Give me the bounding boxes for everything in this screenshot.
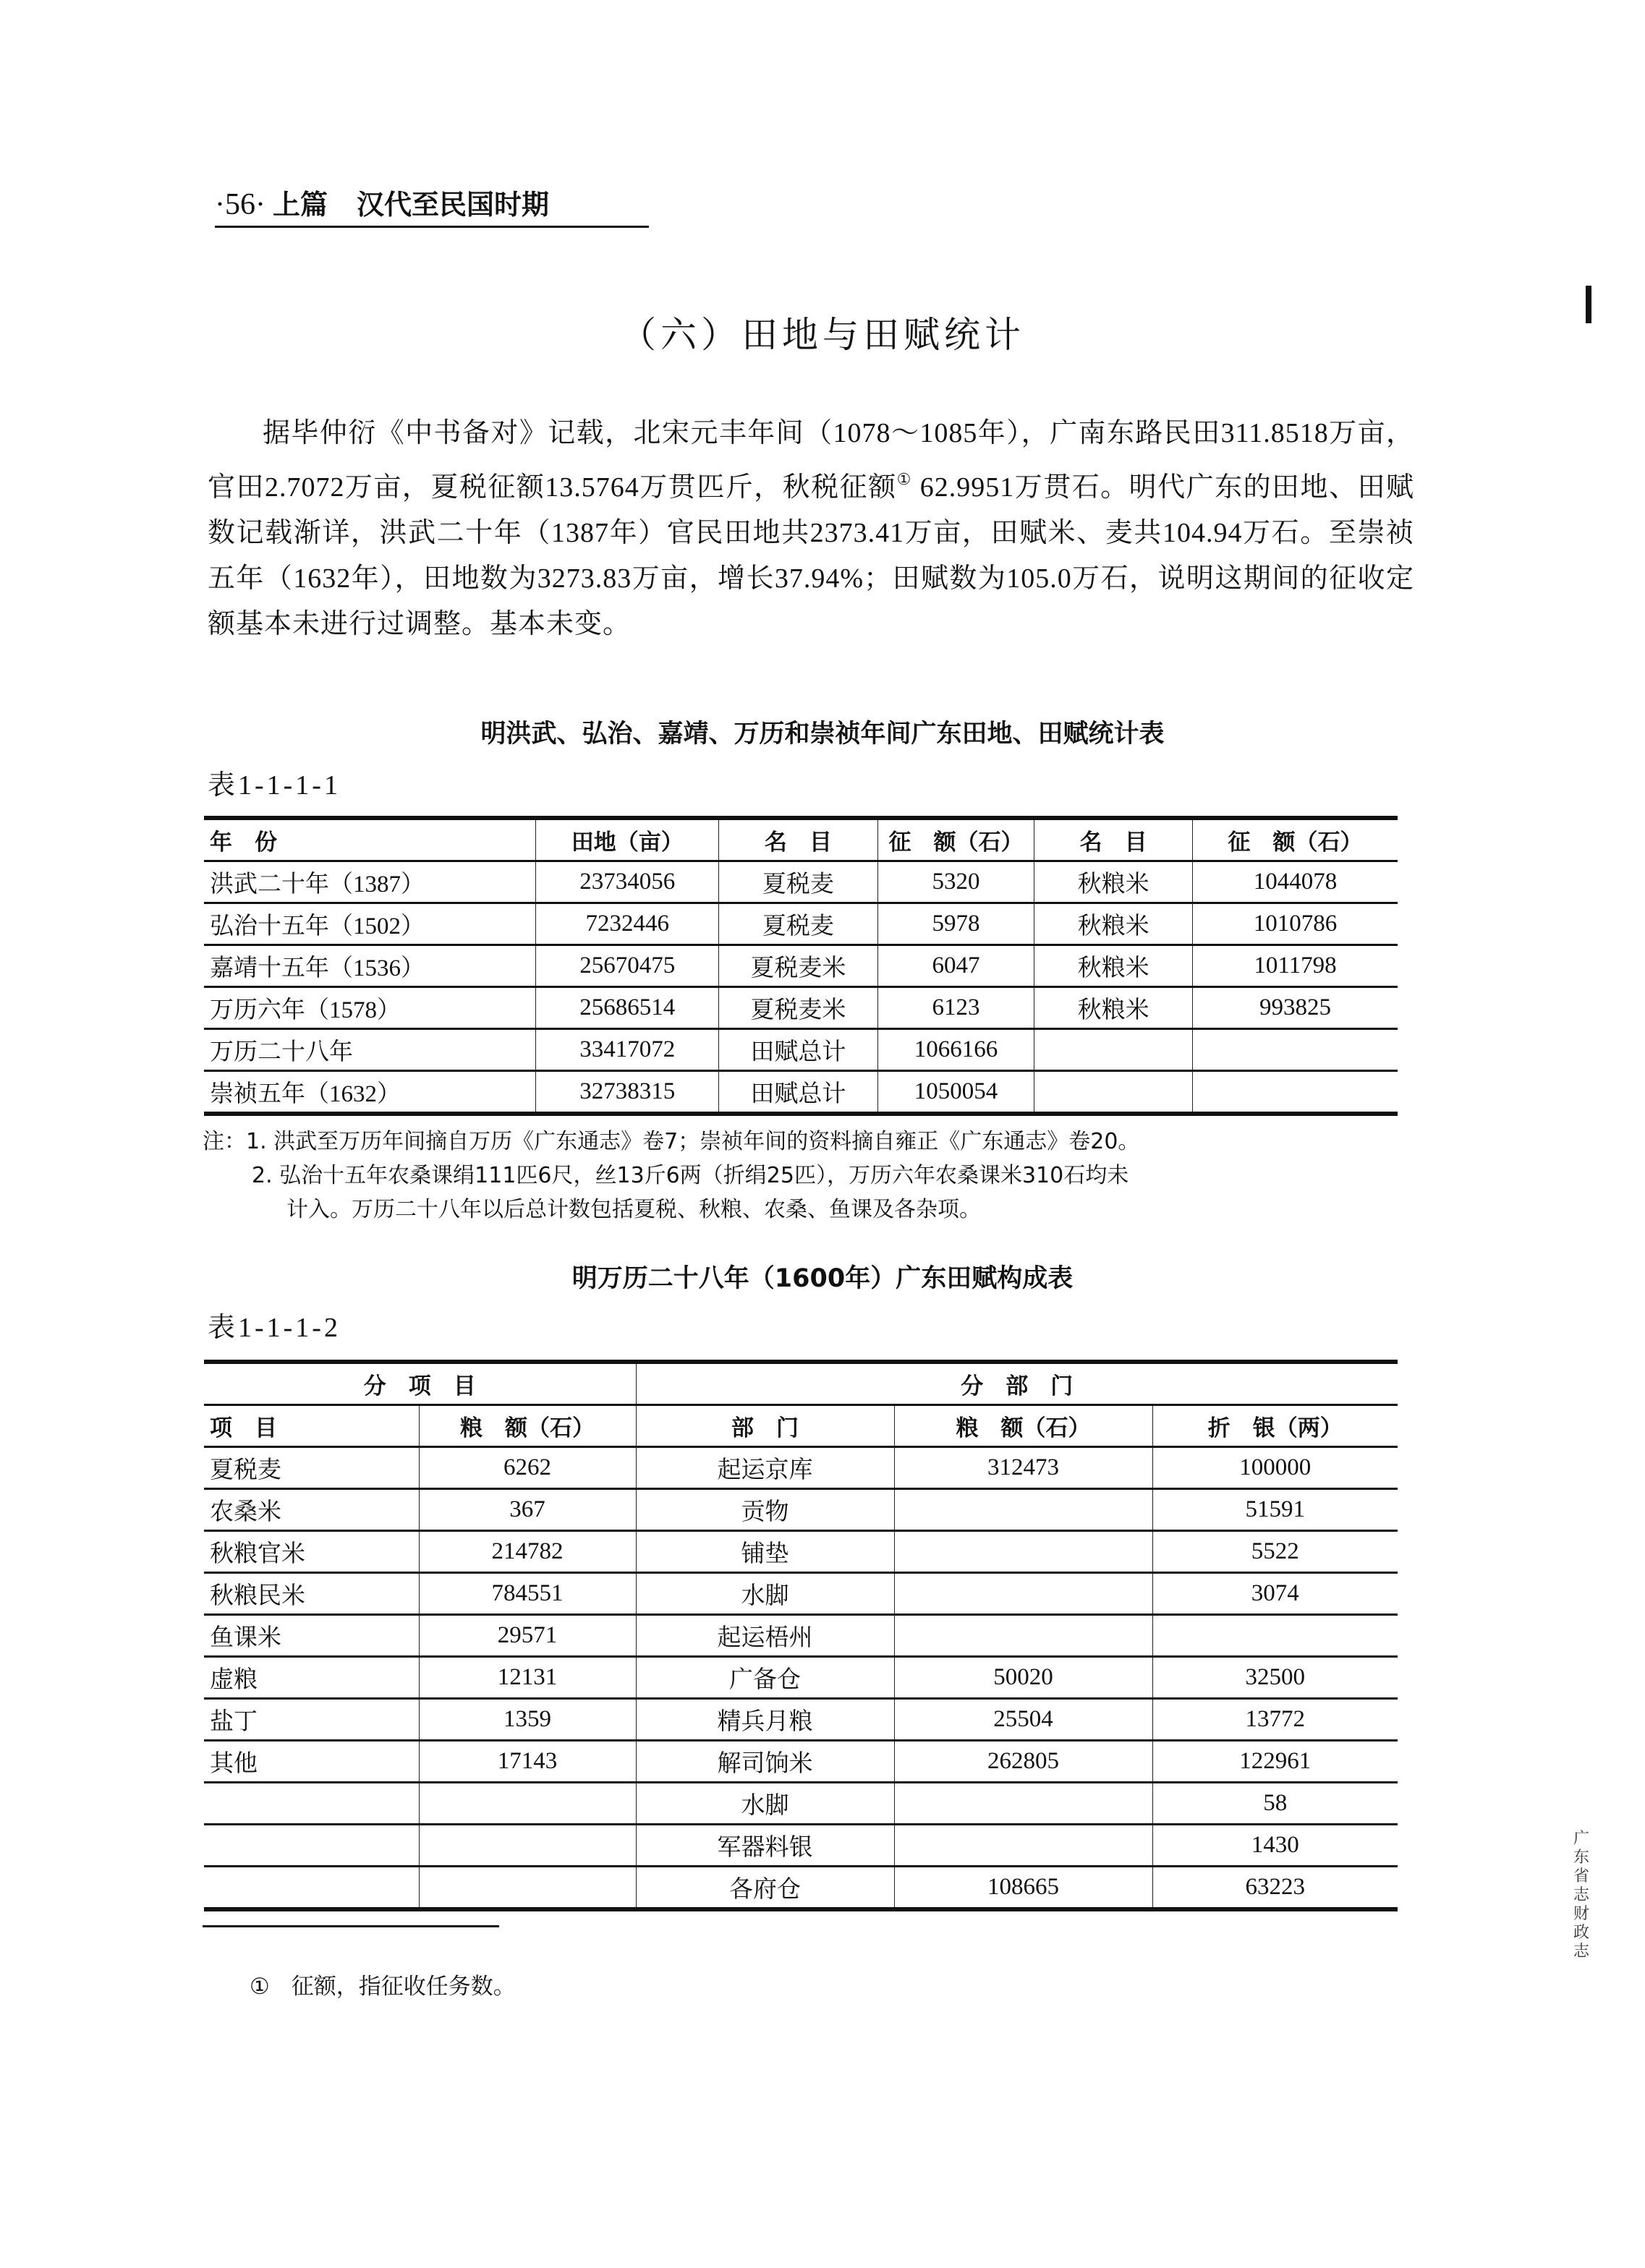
table-cell: 解司饷米 [636, 1741, 894, 1783]
table-cell: 弘治十五年（1502） [204, 903, 536, 945]
table-cell: 军器料银 [636, 1825, 894, 1867]
table-row [204, 1699, 1398, 1741]
table-cell [894, 1531, 1152, 1573]
table-cell: 17143 [419, 1741, 636, 1783]
table2-group-header-row [204, 1362, 1398, 1405]
table-row [204, 1741, 1398, 1783]
footnote [250, 1971, 516, 2003]
table-row [204, 945, 1398, 987]
table-cell: 25670475 [536, 945, 719, 987]
table1-number: 表1-1-1-1 [208, 770, 341, 801]
table-row [204, 1489, 1398, 1531]
table-cell [894, 1783, 1152, 1825]
table-cell: 嘉靖十五年（1536） [204, 945, 536, 987]
table-cell [419, 1783, 636, 1825]
table-row [204, 1825, 1398, 1867]
table-cell: 1010786 [1192, 903, 1398, 945]
table-row [204, 903, 1398, 945]
paragraph-text-1: 据毕仲衍《中书备对》记载，北宋元丰年间（1078～1085年），广南东路民田311.8518万亩，官田2.7072万亩，夏税征额13.5764万贯匹斤，秋税征额 [208, 418, 1414, 503]
edge-bleed-marks: 广东省志财政志 [1573, 1830, 1590, 1961]
table-cell: 夏税麦米 [719, 945, 878, 987]
table-cell: 洪武二十年（1387） [204, 861, 536, 903]
table-cell [894, 1825, 1152, 1867]
table1-header-year: 年 份 [204, 818, 536, 861]
table1-header-item: 名 目 [719, 818, 878, 861]
table-cell: 水脚 [636, 1573, 894, 1615]
table-cell: 1011798 [1192, 945, 1398, 987]
table-cell: 6047 [877, 945, 1034, 987]
table-cell [1192, 1029, 1398, 1071]
footnote-divider [203, 1925, 499, 1927]
table-cell: 铺垫 [636, 1531, 894, 1573]
page-number: ·56· [215, 188, 265, 221]
table-cell: 盐丁 [204, 1699, 419, 1741]
table-cell: 29571 [419, 1615, 636, 1657]
note-1: 注：1. 洪武至万历年间摘自万历《广东通志》卷7；崇祯年间的资料摘自雍正《广东通志》卷20。 [203, 1129, 1140, 1154]
table1 [204, 816, 1398, 1116]
table-cell: 秋粮官米 [204, 1531, 419, 1573]
table-cell: 农桑米 [204, 1489, 419, 1531]
table2-header-item: 项 目 [204, 1405, 419, 1447]
note-2-continued: 计入。万历二十八年以后总计数包括夏税、秋粮、农桑、鱼课及各杂项。 [286, 1197, 981, 1222]
table-cell: 32500 [1152, 1657, 1398, 1699]
table-cell: 5320 [877, 861, 1034, 903]
table-cell: 崇祯五年（1632） [204, 1071, 536, 1114]
table1-header-item2: 名 目 [1034, 818, 1193, 861]
section-title: （六）田地与田赋统计 [620, 314, 1025, 356]
table-cell: 1430 [1152, 1825, 1398, 1867]
table-cell: 其他 [204, 1741, 419, 1783]
table-cell: 秋粮米 [1034, 987, 1193, 1029]
table-row [204, 1573, 1398, 1615]
table-cell: 33417072 [536, 1029, 719, 1071]
table-cell: 3074 [1152, 1573, 1398, 1615]
table-row [204, 1657, 1398, 1699]
table-cell: 万历二十八年 [204, 1029, 536, 1071]
table-cell: 贡物 [636, 1489, 894, 1531]
table-cell [1192, 1071, 1398, 1114]
table-cell: 秋粮民米 [204, 1573, 419, 1615]
part-label: 上篇 [272, 189, 328, 221]
table-cell: 田赋总计 [719, 1071, 878, 1114]
table-cell: 122961 [1152, 1741, 1398, 1783]
table-cell: 秋粮米 [1034, 861, 1193, 903]
table-cell [894, 1573, 1152, 1615]
footnote-mark: ① [250, 1974, 270, 2000]
table-cell: 214782 [419, 1531, 636, 1573]
table-cell: 367 [419, 1489, 636, 1531]
table1-header-amount: 征 额（石） [877, 818, 1034, 861]
table-cell: 784551 [419, 1573, 636, 1615]
table-cell: 万历六年（1578） [204, 987, 536, 1029]
table-cell: 虚粮 [204, 1657, 419, 1699]
table-cell: 夏税麦 [719, 861, 878, 903]
table-row [204, 1071, 1398, 1114]
table-cell [419, 1825, 636, 1867]
table-cell: 1050054 [877, 1071, 1034, 1114]
table-cell [204, 1825, 419, 1867]
table-cell: 13772 [1152, 1699, 1398, 1741]
table-cell: 夏税麦 [719, 903, 878, 945]
table2-group-by-department: 分 部 门 [636, 1362, 1398, 1405]
table-cell: 58 [1152, 1783, 1398, 1825]
table2-number: 表1-1-1-2 [208, 1313, 341, 1343]
table-cell [894, 1489, 1152, 1531]
table-cell: 12131 [419, 1657, 636, 1699]
footnote-reference[interactable]: ① [896, 470, 912, 488]
table-cell: 262805 [894, 1741, 1152, 1783]
table1-notes [203, 1125, 1418, 1227]
table-cell: 起运京库 [636, 1447, 894, 1489]
table2-header-silver: 折 银（两） [1152, 1405, 1398, 1447]
table-cell: 起运梧州 [636, 1615, 894, 1657]
table2 [204, 1360, 1398, 1911]
table1-header-amount2: 征 额（石） [1192, 818, 1398, 861]
table1-caption: 明洪武、弘治、嘉靖、万历和崇祯年间广东田地、田赋统计表 [480, 720, 1165, 749]
table-row [204, 987, 1398, 1029]
table-cell: 7232446 [536, 903, 719, 945]
table-cell: 100000 [1152, 1447, 1398, 1489]
table-cell: 1359 [419, 1699, 636, 1741]
body-paragraph [208, 411, 1414, 647]
table-row [204, 1867, 1398, 1910]
table-cell: 32738315 [536, 1071, 719, 1114]
table-row [204, 1783, 1398, 1825]
table-cell: 水脚 [636, 1783, 894, 1825]
table-cell: 夏税麦 [204, 1447, 419, 1489]
table-cell: 夏税麦米 [719, 987, 878, 1029]
table-row [204, 1447, 1398, 1489]
table2-header-department: 部 门 [636, 1405, 894, 1447]
table-row [204, 1615, 1398, 1657]
table2-header-row [204, 1405, 1398, 1447]
table-cell: 秋粮米 [1034, 945, 1193, 987]
table-cell: 鱼课米 [204, 1615, 419, 1657]
table2-header-grain: 粮 额（石） [419, 1405, 636, 1447]
running-head [215, 187, 649, 228]
table-cell [419, 1867, 636, 1910]
footnote-text: 征额，指征收任务数。 [291, 1974, 516, 2000]
table-cell: 993825 [1192, 987, 1398, 1029]
table-cell: 50020 [894, 1657, 1152, 1699]
table-cell: 5522 [1152, 1531, 1398, 1573]
table1-header-row [204, 818, 1398, 861]
table-cell [894, 1615, 1152, 1657]
table-cell: 25504 [894, 1699, 1152, 1741]
table-cell: 63223 [1152, 1867, 1398, 1910]
table-cell: 51591 [1152, 1489, 1398, 1531]
table2-caption: 明万历二十八年（1600年）广东田赋构成表 [571, 1264, 1074, 1293]
table-cell: 312473 [894, 1447, 1152, 1489]
table-row [204, 1029, 1398, 1071]
table-cell: 6262 [419, 1447, 636, 1489]
table-cell [1034, 1071, 1193, 1114]
table-cell: 各府仓 [636, 1867, 894, 1910]
table-cell [1152, 1615, 1398, 1657]
table-cell: 田赋总计 [719, 1029, 878, 1071]
table-cell: 5978 [877, 903, 1034, 945]
table-cell: 108665 [894, 1867, 1152, 1910]
table-cell: 1044078 [1192, 861, 1398, 903]
table2-group-by-item: 分 项 目 [204, 1362, 636, 1405]
note-2: 2. 弘治十五年农桑课绢111匹6尺，丝13斤6两（折绢25匹），万历六年农桑课米310石均未 [252, 1163, 1129, 1188]
table-cell [204, 1783, 419, 1825]
table-cell: 25686514 [536, 987, 719, 1029]
table1-header-land: 田地（亩） [536, 818, 719, 861]
paragraph-text-2: 62.9951万贯石。明代广东的田地、田赋数记载渐详，洪武二十年（1387年）官民田地共2373.41万亩，田赋米、麦共104.94万石。至崇祯五年（1632年），田地数为3273.83万亩，增长37.94%；田赋数为105.0万石，说明这期间的征收定额基本未进行过调整。基本未变。 [208, 472, 1414, 639]
table-cell: 23734056 [536, 861, 719, 903]
table-cell: 广备仓 [636, 1657, 894, 1699]
table-cell: 6123 [877, 987, 1034, 1029]
table-cell: 秋粮米 [1034, 903, 1193, 945]
part-title: 汉代至民国时期 [357, 189, 550, 221]
table-row [204, 1531, 1398, 1573]
table-row [204, 861, 1398, 903]
table-cell: 精兵月粮 [636, 1699, 894, 1741]
table2-header-grain2: 粮 额（石） [894, 1405, 1152, 1447]
table-cell: 1066166 [877, 1029, 1034, 1071]
table-cell [204, 1867, 419, 1910]
table-cell [1034, 1029, 1193, 1071]
